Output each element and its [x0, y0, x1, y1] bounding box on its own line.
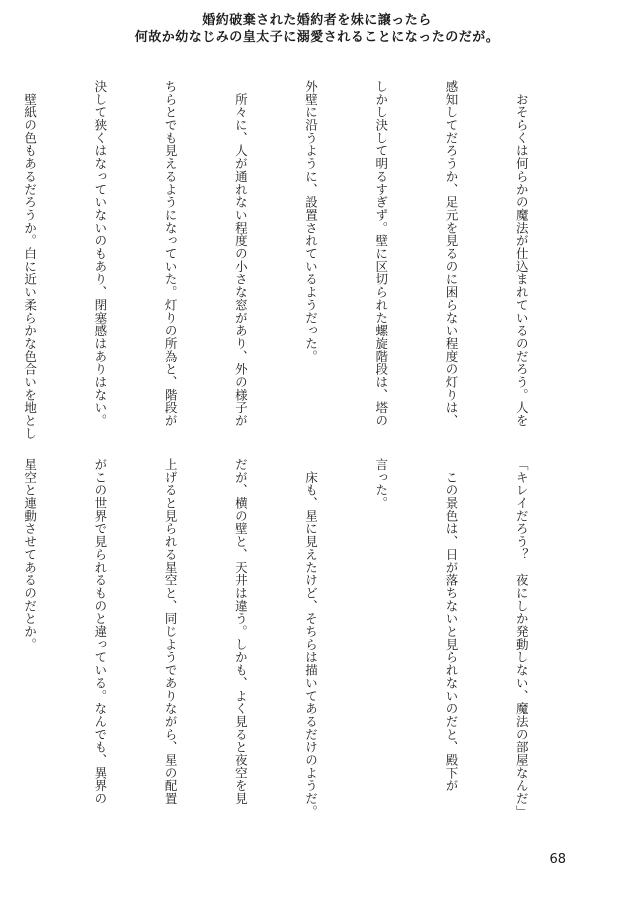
body-text-lower: [22, 458, 580, 823]
text-column: ちらとでも見えるようになっていた。灯りの所為と、階段が: [163, 80, 179, 427]
text-column: 所々に、人が通れない程度の小さな窓があり、外の様子が: [233, 80, 249, 427]
text-column: 外壁に沿うように、設置されているようだった。: [303, 80, 319, 363]
text-column: 星空と連動させてあるのだとか。: [22, 458, 38, 651]
text-column: 壁紙の色もあるだろうか。白に近い柔らかな色合いを地とし: [22, 80, 38, 440]
text-column: 言った。: [373, 458, 389, 510]
text-column: 感知してだろうか、足元を見るのに困らない程度の灯りは、: [443, 80, 459, 427]
text-column: 上げると見られる星空と、同じようでありながら、星の配置: [163, 458, 179, 805]
text-column: 床も、星に見えたけど、そちらは描いてあるだけのようだ。: [303, 458, 319, 818]
header-title-line-1: 婚約破棄された婚約者を妹に譲ったら: [202, 13, 432, 28]
page-number: 68: [549, 852, 566, 867]
text-column: がこの世界で見られるものと違っている。なんでも、異界の: [92, 458, 108, 805]
text-column: しかし決して明るすぎず。壁に区切られた螺旋階段は、塔の: [373, 80, 389, 427]
body-text-upper: [22, 80, 580, 440]
header-title-line-2: 何故か幼なじみの皇太子に溺愛されることになったのだが。: [134, 30, 500, 45]
text-column: この景色は、日が落ちないと見られないのだと、殿下が: [443, 458, 459, 793]
text-column: 「キレイだろう？ 夜にしか発動しない、魔法の部屋なんだ」: [514, 458, 530, 818]
text-column: 決して狭くはなっていないのもあり、閉塞感はありはない。: [92, 80, 108, 427]
text-column: だが、横の壁と、天井は違う。しかも、よく見ると夜空を見: [233, 458, 249, 805]
running-header: [0, 12, 634, 46]
text-column: おそらくは何らかの魔法が仕込まれているのだろう。人を: [514, 80, 530, 427]
